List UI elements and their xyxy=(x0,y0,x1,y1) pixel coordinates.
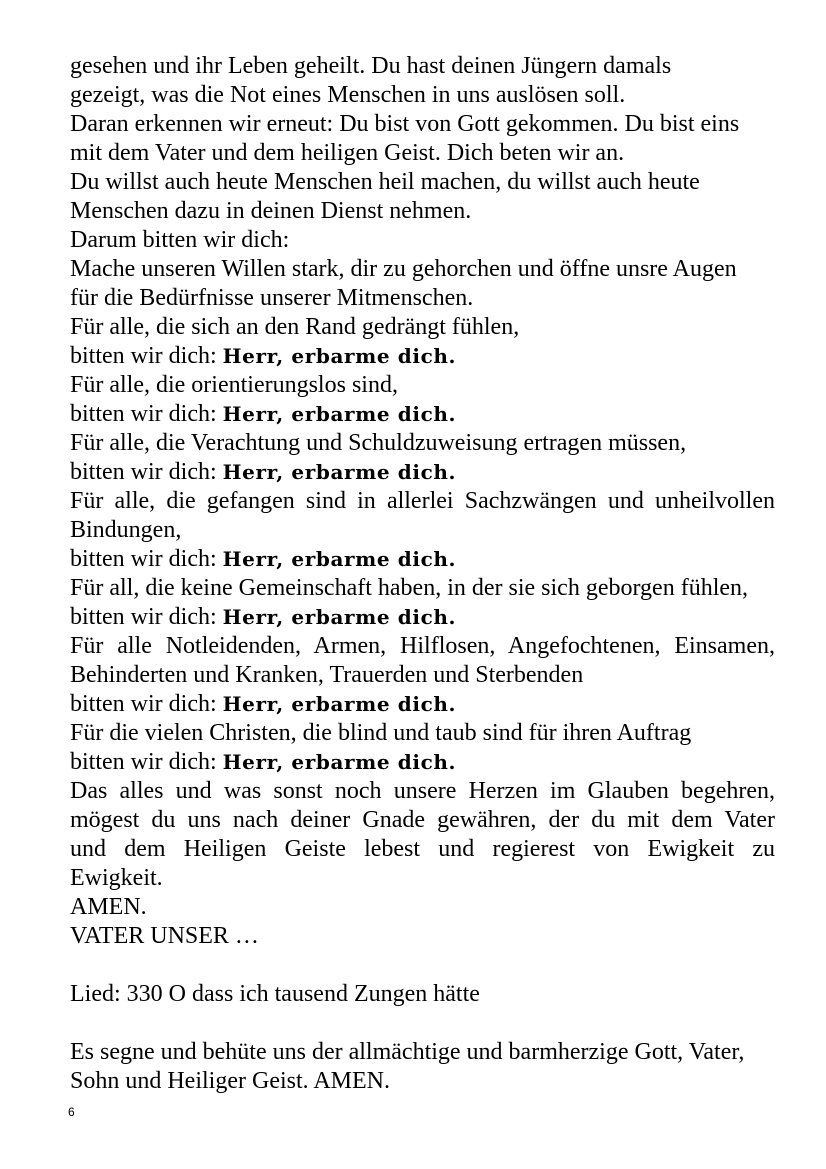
response-prefix: bitten wir dich: xyxy=(70,343,217,369)
blessing-line: Sohn und Heiliger Geist. AMEN. xyxy=(70,1068,390,1094)
text-line: Für all, die keine Gemeinschaft haben, in der sie sich geborgen fühlen, xyxy=(70,575,749,601)
text-line: Für alle, die sich an den Rand gedrängt fühlen, xyxy=(70,314,520,340)
response-text: Herr, erbarme dich. xyxy=(222,402,457,426)
response-text: Herr, erbarme dich. xyxy=(222,547,457,571)
text-line: mögest du uns nach deiner Gnade gewähren, der du mit dem Vater xyxy=(70,807,775,833)
response-prefix: bitten wir dich: xyxy=(70,749,217,775)
blessing-line: Es segne und behüte uns der allmächtige und barmherzige Gott, Vater, xyxy=(70,1039,745,1065)
text-line: gesehen und ihr Leben geheilt. Du hast deinen Jüngern damals xyxy=(70,53,672,79)
response-line xyxy=(70,342,456,371)
text-line: Ewigkeit. xyxy=(70,865,163,891)
response-text: Herr, erbarme dich. xyxy=(222,692,457,716)
response-prefix: bitten wir dich: xyxy=(70,604,217,630)
text-line: Für die vielen Christen, die blind und taub sind für ihren Auftrag xyxy=(70,720,692,746)
text-line: Darum bitten wir dich: xyxy=(70,227,290,253)
text-line: Mache unseren Willen stark, dir zu gehorchen und öffne unsre Augen xyxy=(70,256,737,282)
text-line: mit dem Vater und dem heiligen Geist. Dich beten wir an. xyxy=(70,140,625,166)
text-line: Für alle, die orientierungslos sind, xyxy=(70,372,398,398)
text-line: gezeigt, was die Not eines Menschen in uns auslösen soll. xyxy=(70,82,626,108)
response-text: Herr, erbarme dich. xyxy=(222,344,457,368)
text-line: Für alle, die Verachtung und Schuldzuweisung ertragen müssen, xyxy=(70,430,687,456)
response-text: Herr, erbarme dich. xyxy=(222,750,457,774)
response-line xyxy=(70,690,456,719)
text-line: Für alle Notleidenden, Armen, Hilflosen, Angefochtenen, Einsamen, xyxy=(70,633,775,659)
response-prefix: bitten wir dich: xyxy=(70,691,217,717)
page-number: 6 xyxy=(68,1105,75,1119)
text-line: Daran erkennen wir erneut: Du bist von Gott gekommen. Du bist eins xyxy=(70,111,740,137)
response-line xyxy=(70,748,456,777)
text-line: Menschen dazu in deinen Dienst nehmen. xyxy=(70,198,472,224)
response-line xyxy=(70,400,456,429)
text-line: und dem Heiligen Geiste lebest und regierest von Ewigkeit zu xyxy=(70,836,775,862)
hymn-line: Lied: 330 O dass ich tausend Zungen hätte xyxy=(70,981,480,1007)
text-line: Behinderten und Kranken, Trauerden und Sterbenden xyxy=(70,662,584,688)
text-line: für die Bedürfnisse unserer Mitmenschen. xyxy=(70,285,474,311)
text-line: Bindungen, xyxy=(70,517,182,543)
text-line: VATER UNSER … xyxy=(70,923,259,949)
response-line xyxy=(70,545,456,574)
response-prefix: bitten wir dich: xyxy=(70,401,217,427)
text-line: Für alle, die gefangen sind in allerlei Sachzwängen und unheilvollen xyxy=(70,488,775,514)
response-prefix: bitten wir dich: xyxy=(70,546,217,572)
response-line xyxy=(70,458,456,487)
response-line xyxy=(70,603,456,632)
text-line: AMEN. xyxy=(70,894,147,920)
response-prefix: bitten wir dich: xyxy=(70,459,217,485)
text-line: Du willst auch heute Menschen heil machen, du willst auch heute xyxy=(70,169,700,195)
response-text: Herr, erbarme dich. xyxy=(222,460,457,484)
text-line: Das alles und was sonst noch unsere Herzen im Glauben begehren, xyxy=(70,778,775,804)
response-text: Herr, erbarme dich. xyxy=(222,605,457,629)
